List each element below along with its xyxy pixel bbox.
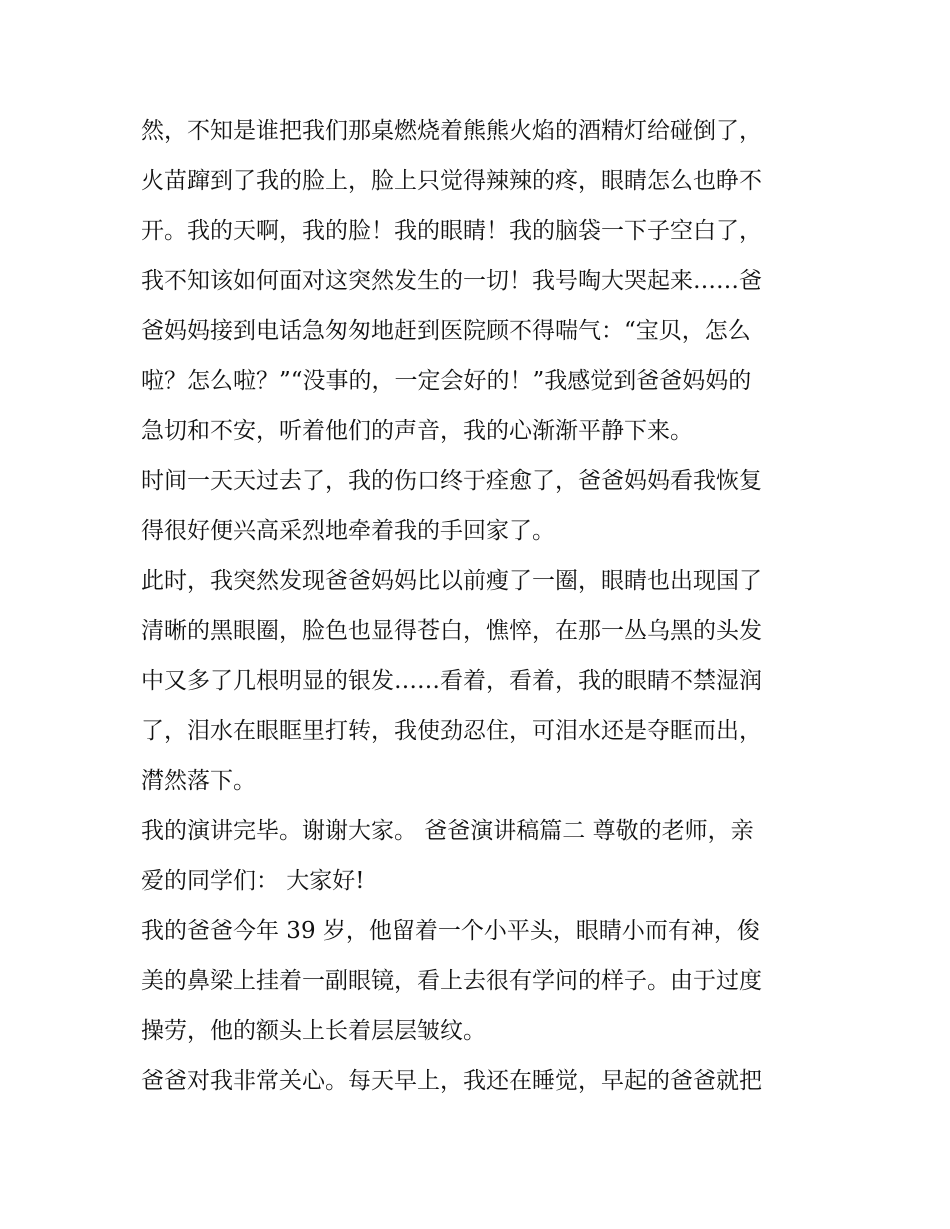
text-line-16: 爱的同学们： 大家好! [141, 868, 365, 894]
text-line-7: 急切和不安，听着他们的声音，我的心渐渐平静下来。 [141, 418, 693, 444]
text-line-4: 我不知该如何面对这突然发生的一切！我号啕大哭起来……爸 [141, 268, 762, 294]
text-line-3: 开。我的天啊，我的脸！我的眼睛！我的脑袋一下子空白了， [141, 218, 762, 244]
text-line-14: 潸然落下。 [141, 768, 256, 794]
text-line-20: 爸爸对我非常关心。每天早上，我还在睡觉，早起的爸爸就把 [141, 1068, 762, 1094]
text-line-6: 啦？怎么啦？”“没事的，一定会好的！”我感觉到爸爸妈妈的 [141, 368, 752, 394]
text-line-12: 中又多了几根明显的银发……看着，看着，我的眼睛不禁湿润 [141, 668, 762, 694]
body-text [141, 106, 821, 1106]
text-line-9: 得很好便兴高采烈地牵着我的手回家了。 [141, 518, 555, 544]
text-line-2: 火苗蹿到了我的脸上，脸上只觉得辣辣的疼，眼睛怎么也睁不 [141, 168, 762, 194]
text-line-8: 时间一天天过去了，我的伤口终于痊愈了，爸爸妈妈看我恢复 [141, 468, 762, 494]
text-line-17: 我的爸爸今年 39 岁，他留着一个小平头，眼睛小而有神，俊 [141, 918, 760, 944]
text-line-19: 操劳，他的额头上长着层层皱纹。 [141, 1018, 486, 1044]
text-line-13: 了，泪水在眼眶里打转，我使劲忍住，可泪水还是夺眶而出， [141, 718, 762, 744]
text-line-15: 我的演讲完毕。谢谢大家。 爸爸演讲稿篇二 尊敬的老师，亲 [141, 818, 754, 844]
text-line-1: 然，不知是谁把我们那桌燃烧着熊熊火焰的酒精灯给碰倒了， [141, 118, 762, 144]
text-line-5: 爸妈妈接到电话急匆匆地赶到医院顾不得喘气：“宝贝，怎么 [141, 318, 751, 344]
text-line-18: 美的鼻梁上挂着一副眼镜，看上去很有学问的样子。由于过度 [141, 968, 762, 994]
text-line-10: 此时，我突然发现爸爸妈妈比以前瘦了一圈，眼睛也出现国了 [141, 568, 762, 594]
text-line-11: 清晰的黑眼圈，脸色也显得苍白，憔悴，在那一丛乌黑的头发 [141, 618, 762, 644]
